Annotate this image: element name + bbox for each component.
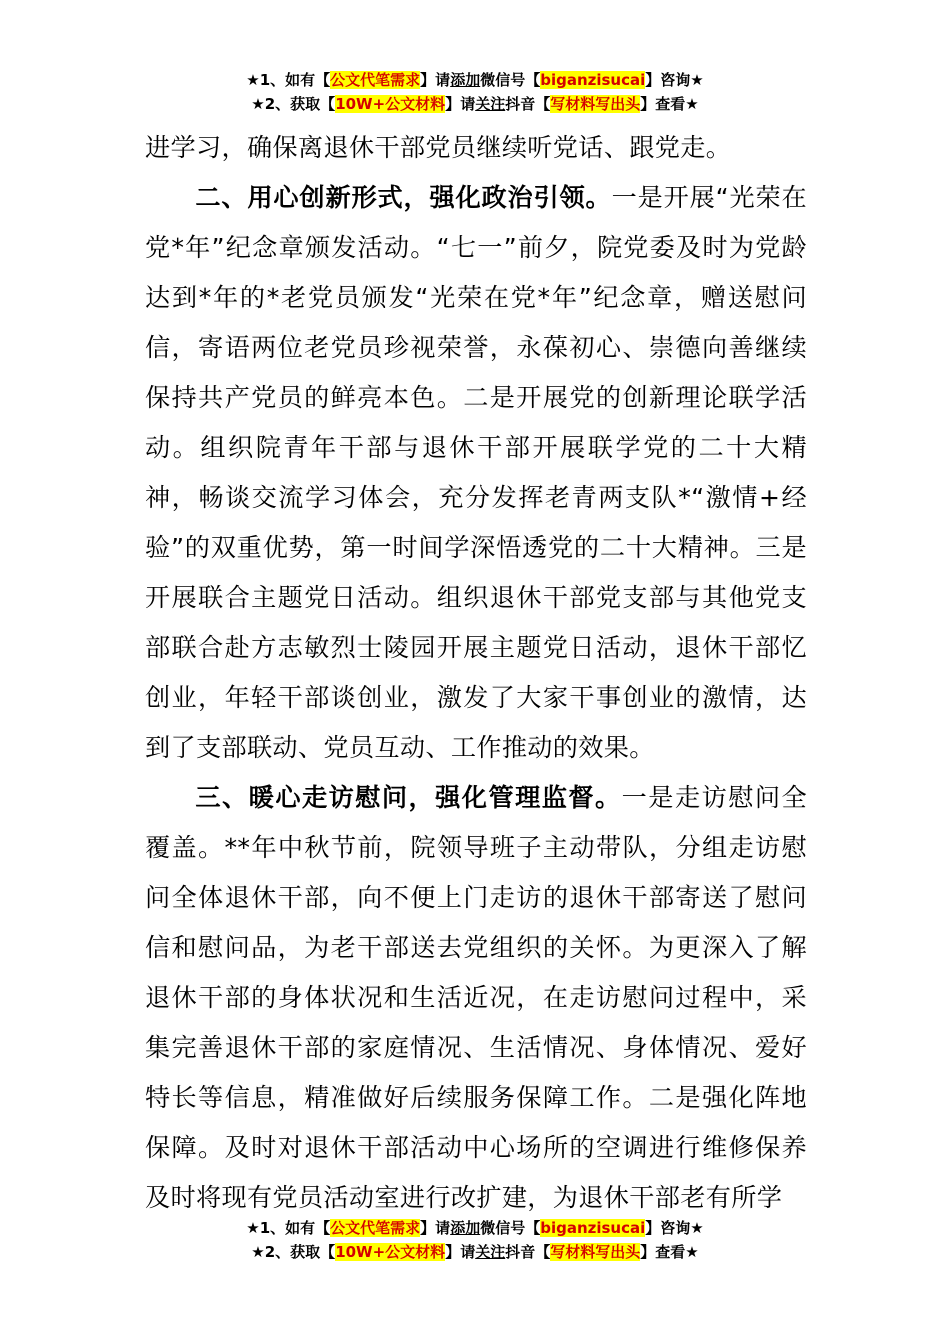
banner-text: 】查看★ bbox=[640, 95, 699, 113]
banner-text: 】查看★ bbox=[640, 1243, 699, 1261]
paragraph-continuation: 进学习，确保离退休干部党员继续听党话、跟党走。 bbox=[145, 133, 732, 162]
banner-text: ★2、获取【 bbox=[251, 95, 336, 113]
banner-text: 】请 bbox=[420, 1219, 451, 1237]
banner-underline: 添加 bbox=[450, 71, 481, 89]
banner-text: 微信号【 bbox=[480, 1219, 541, 1237]
paragraph-section-3 bbox=[145, 773, 807, 1223]
section-body: 一是开展“光荣在党*年”纪念章颁发活动。“七一”前夕，院党委及时为党龄达到*年的*老党员颁发“光荣在党*年”纪念章，赠送慰问信，寄语两位老党员珍视荣誉，永葆初心、崇德向善继续保持共产党员的鲜亮本色。二是开展党的创新理论联学活动。组织院青年干部与退休干部开展联学党的二十大精神，畅谈交流学习体会，充分发挥老青两支队*“激情+经验”的双重优势，第一时间学深悟透党的二十大精神。三是开展联合主题党日活动。组织退休干部党支部与其他党支部联合赴方志敏烈士陵园开展主题党日活动，退休干部忆创业，年轻干部谈创业，激发了大家干事创业的激情，达到了支部联动、党员互动、工作推动的效果。 bbox=[145, 183, 807, 762]
banner-line-2 bbox=[0, 92, 950, 116]
section-body: 一是走访慰问全覆盖。**年中秋节前，院领导班子主动带队，分组走访慰问全体退休干部，向不便上门走访的退休干部寄送了慰问信和慰问品，为老干部送去党组织的关怀。为更深入了解退休干部的身体状况和生活近况，在走访慰问过程中，采集完善退休干部的家庭情况、生活情况、身体情况、爱好特长等信息，精准做好后续服务保障工作。二是强化阵地保障。及时对退休干部活动中心场所的空调进行维修保养及时将现有党员活动室进行改扩建，为退休干部老有所学 bbox=[145, 783, 807, 1212]
banner-highlight: 10W+公文材料 bbox=[335, 1243, 446, 1261]
banner-highlight: 10W+公文材料 bbox=[335, 95, 446, 113]
section-heading: 二、用心创新形式，强化政治引领。 bbox=[195, 183, 612, 212]
banner-text: ★2、获取【 bbox=[251, 1243, 336, 1261]
banner-text: ★1、如有【 bbox=[246, 71, 331, 89]
promo-banner-top bbox=[0, 68, 950, 116]
banner-line-2 bbox=[0, 1240, 950, 1264]
banner-underline: 添加 bbox=[450, 1219, 481, 1237]
banner-underline: 关注 bbox=[475, 1243, 506, 1261]
banner-text: ★1、如有【 bbox=[246, 1219, 331, 1237]
banner-highlight: 写材料写出头 bbox=[550, 95, 641, 113]
document-body bbox=[145, 123, 807, 1223]
banner-highlight: biganzisucai bbox=[540, 1219, 646, 1237]
banner-line-1 bbox=[0, 68, 950, 92]
banner-highlight: 公文代笔需求 bbox=[330, 1219, 421, 1237]
banner-highlight: 公文代笔需求 bbox=[330, 71, 421, 89]
banner-underline: 关注 bbox=[475, 95, 506, 113]
section-heading: 三、暖心走访慰问，强化管理监督。 bbox=[195, 783, 622, 812]
banner-text: 微信号【 bbox=[480, 71, 541, 89]
banner-text: 】咨询★ bbox=[645, 1219, 704, 1237]
banner-text: 】请 bbox=[445, 95, 476, 113]
banner-text: 抖音【 bbox=[505, 1243, 551, 1261]
banner-highlight: 写材料写出头 bbox=[550, 1243, 641, 1261]
banner-highlight: biganzisucai bbox=[540, 71, 646, 89]
banner-line-1 bbox=[0, 1216, 950, 1240]
promo-banner-bottom bbox=[0, 1216, 950, 1264]
banner-text: 】请 bbox=[420, 71, 451, 89]
banner-text: 抖音【 bbox=[505, 95, 551, 113]
banner-text: 】请 bbox=[445, 1243, 476, 1261]
paragraph-section-2 bbox=[145, 173, 807, 773]
banner-text: 】咨询★ bbox=[645, 71, 704, 89]
